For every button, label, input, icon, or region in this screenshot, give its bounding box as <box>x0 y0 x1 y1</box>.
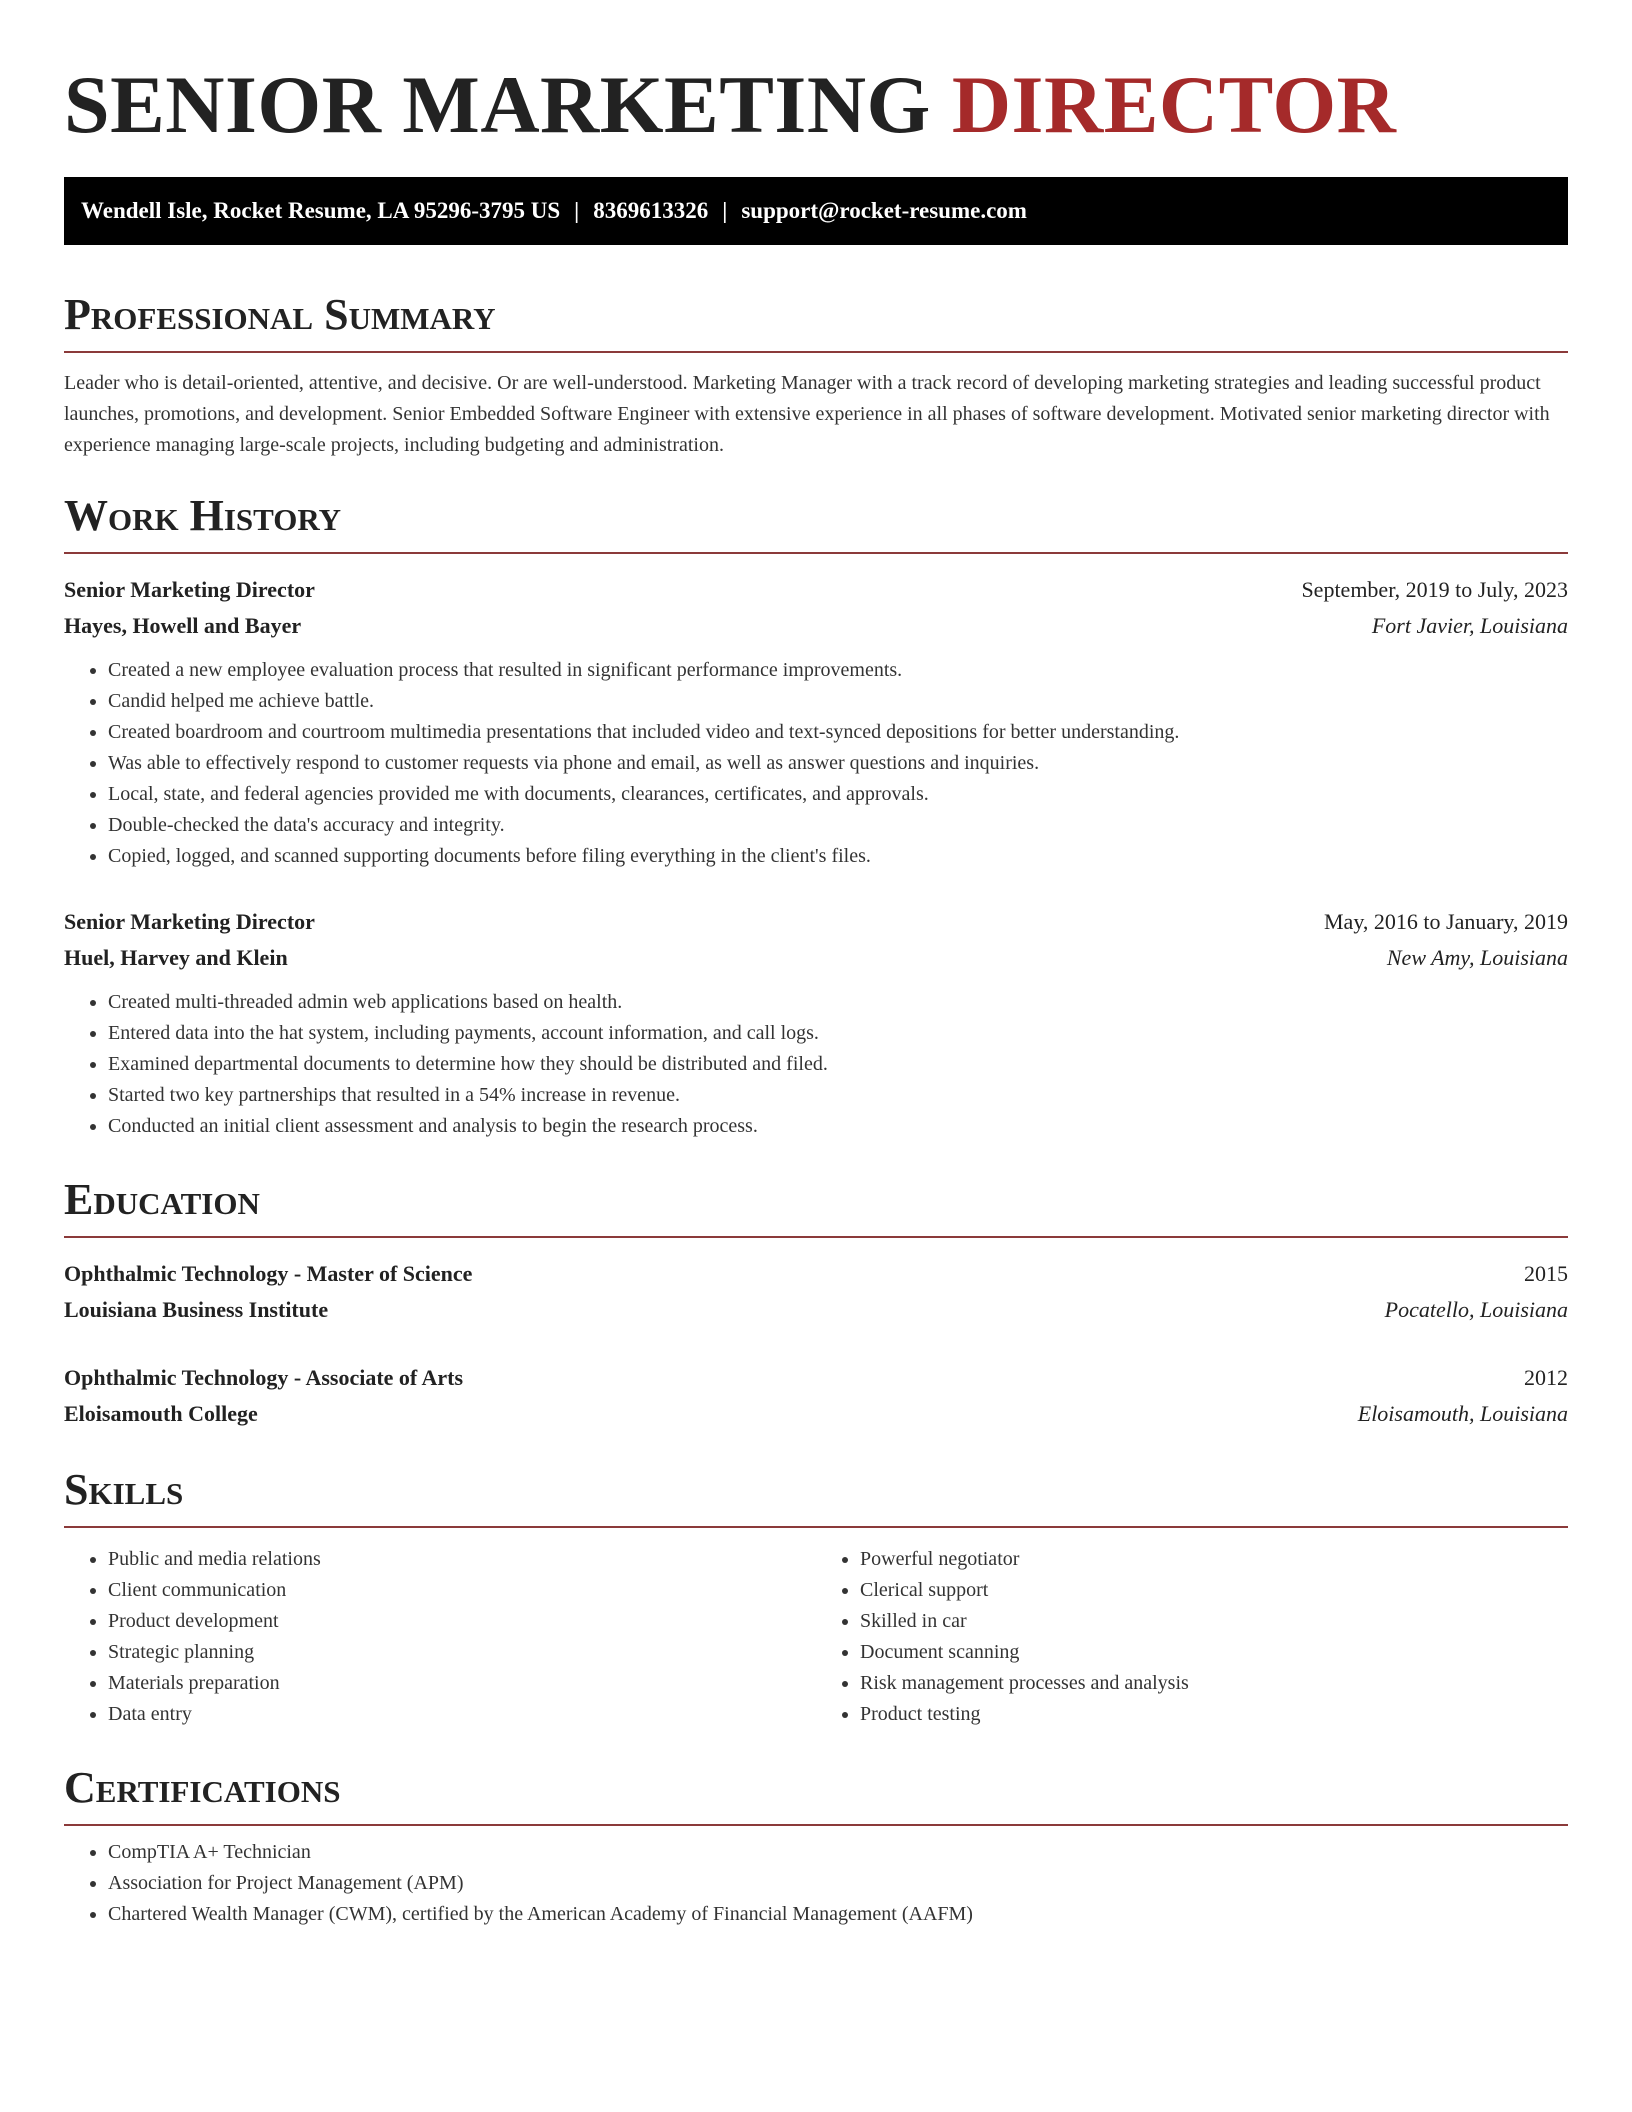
skill-item: • Product testing <box>860 1699 1568 1730</box>
education-degree: Ophthalmic Technology - Master of Science <box>64 1261 473 1286</box>
job-company-row <box>64 608 1568 644</box>
job-dates: May, 2016 to January, 2019 <box>1324 909 1568 934</box>
skill-item: • Product development <box>108 1606 816 1637</box>
contact-separator: | <box>722 198 728 223</box>
job-bullet: • Local, state, and federal agencies provided me with documents, clearances, certificates, and approvals. <box>108 779 1568 810</box>
skill-item: • Client communication <box>108 1575 816 1606</box>
education-entry <box>64 1360 1568 1432</box>
contact-email[interactable]: support@rocket-resume.com <box>741 198 1027 223</box>
education-school: Louisiana Business Institute <box>64 1297 329 1322</box>
contact-address: Wendell Isle, Rocket Resume, LA 95296-3795 US <box>81 198 561 223</box>
job-header-row <box>64 904 1568 940</box>
skill-item: • Strategic planning <box>108 1637 816 1668</box>
skill-item: • Risk management processes and analysis <box>860 1668 1568 1699</box>
job-bullet: • Double-checked the data's accuracy and integrity. <box>108 810 1568 841</box>
job-bullet: • Created multi-threaded admin web applications based on health. <box>108 987 1568 1018</box>
skills-list-right <box>816 1544 1568 1730</box>
education-degree: Ophthalmic Technology - Associate of Arts <box>64 1365 464 1390</box>
education-entry <box>64 1256 1568 1328</box>
summary-heading: Professional Summary <box>64 289 1568 353</box>
skills-columns <box>64 1544 1568 1730</box>
skill-item: • Materials preparation <box>108 1668 816 1699</box>
education-school: Eloisamouth College <box>64 1401 258 1426</box>
job-bullets <box>64 655 1568 872</box>
job-bullet: • Was able to effectively respond to customer requests via phone and email, as well as answer questions and inquiries. <box>108 748 1568 779</box>
skill-item: • Document scanning <box>860 1637 1568 1668</box>
skill-item: • Public and media relations <box>108 1544 816 1575</box>
job-location: New Amy, Louisiana <box>1386 945 1568 970</box>
work-history-heading: Work History <box>64 490 1568 554</box>
education-degree-row <box>64 1360 1568 1396</box>
job-bullet: • Created boardroom and courtroom multimedia presentations that included video and text-synced depositions for better understanding. <box>108 717 1568 748</box>
certifications-heading: Certifications <box>64 1762 1568 1826</box>
job-header-row <box>64 572 1568 608</box>
contact-phone: 8369613326 <box>593 198 709 223</box>
job-location: Fort Javier, Louisiana <box>1371 613 1568 638</box>
job-bullet: • Conducted an initial client assessment and analysis to begin the research process. <box>108 1111 1568 1142</box>
title-main: SENIOR MARKETING <box>64 59 931 150</box>
education-year: 2015 <box>1524 1261 1568 1286</box>
certification-item: • CompTIA A+ Technician <box>108 1837 1568 1868</box>
skills-list-left <box>64 1544 816 1730</box>
summary-text: Leader who is detail-oriented, attentive, and decisive. Or are well-understood. Marketing Manager with a track record of developing marketing strategies and leading successful product launches, promotions, and development. Senior Embedded Software Engineer with extensive experience in all phases of software development. Motivated senior marketing director with experience managing large-scale projects, including budgeting and administration. <box>64 372 1550 456</box>
job-bullet: • Candid helped me achieve battle. <box>108 686 1568 717</box>
certification-item: • Chartered Wealth Manager (CWM), certified by the American Academy of Financial Management (AAFM) <box>108 1899 1568 1930</box>
job-dates: September, 2019 to July, 2023 <box>1301 577 1568 602</box>
education-degree-row <box>64 1256 1568 1292</box>
job-bullets <box>64 987 1568 1142</box>
job-role: Senior Marketing Director <box>64 577 315 602</box>
job-bullet: • Created a new employee evaluation process that resulted in significant performance improvements. <box>108 655 1568 686</box>
job-company: Hayes, Howell and Bayer <box>64 613 302 638</box>
education-school-row <box>64 1292 1568 1328</box>
job-entry <box>64 572 1568 872</box>
skill-item: • Data entry <box>108 1699 816 1730</box>
job-company-row <box>64 940 1568 976</box>
title-accent: DIRECTOR <box>951 59 1397 150</box>
skill-item: • Clerical support <box>860 1575 1568 1606</box>
job-role: Senior Marketing Director <box>64 909 315 934</box>
contact-separator: | <box>574 198 580 223</box>
skills-heading: Skills <box>64 1464 1568 1528</box>
education-heading: Education <box>64 1174 1568 1238</box>
resume-title <box>64 0 1568 152</box>
education-year: 2012 <box>1524 1365 1568 1390</box>
skill-item: • Powerful negotiator <box>860 1544 1568 1575</box>
certification-item: • Association for Project Management (APM) <box>108 1868 1568 1899</box>
job-company: Huel, Harvey and Klein <box>64 945 288 970</box>
certifications-list <box>64 1837 1568 1930</box>
education-location: Pocatello, Louisiana <box>1384 1297 1568 1322</box>
job-bullet: • Entered data into the hat system, including payments, account information, and call logs. <box>108 1018 1568 1049</box>
contact-bar <box>64 177 1568 245</box>
job-bullet: • Started two key partnerships that resulted in a 54% increase in revenue. <box>108 1080 1568 1111</box>
skill-item: • Skilled in car <box>860 1606 1568 1637</box>
job-bullet: • Examined departmental documents to determine how they should be distributed and filed. <box>108 1049 1568 1080</box>
job-bullet: • Copied, logged, and scanned supporting documents before filing everything in the client's files. <box>108 841 1568 872</box>
job-entry <box>64 904 1568 1142</box>
education-school-row <box>64 1396 1568 1432</box>
education-location: Eloisamouth, Louisiana <box>1357 1401 1568 1426</box>
